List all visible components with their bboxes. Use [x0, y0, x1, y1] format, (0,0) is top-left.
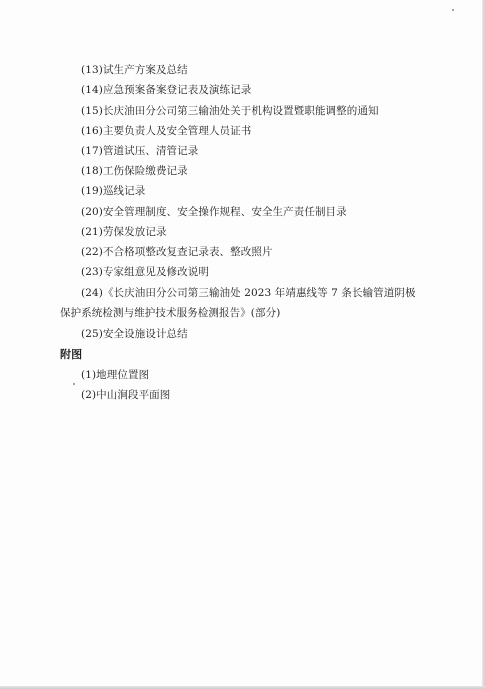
list-item-14: (14)应急预案备案登记表及演练记录 — [81, 84, 252, 96]
list-item-18: (18)工伤保险缴费记录 — [81, 165, 188, 177]
list-item-13: (13)试生产方案及总结 — [81, 64, 188, 76]
list-item-24-line1: (24)《长庆油田分公司第三输油处 2023 年靖惠线等 7 条长输管道阴极 — [81, 287, 416, 299]
list-item-23: (23)专家组意见及修改说明 — [81, 266, 209, 278]
list-item-16: (16)主要负责人及安全管理人员证书 — [81, 125, 252, 137]
list-item-20: (20)安全管理制度、安全操作规程、安全生产责任制目录 — [81, 206, 347, 218]
list-item-19: (19)巡线记录 — [81, 185, 146, 197]
list-item-17: (17)管道试压、清管记录 — [81, 145, 199, 157]
list-item-24-line2: 保护系统检测与维护技术服务检测报告》(部分) — [60, 307, 281, 319]
scan-speck — [452, 9, 454, 11]
list-item-25: (25)安全设施设计总结 — [81, 328, 188, 340]
list-item-15: (15)长庆油田分公司第三输油处关于机构设置暨职能调整的通知 — [81, 105, 379, 117]
appendix-item-2: (2)中山涧段平面图 — [81, 389, 171, 401]
appendix-item-1: (1)地理位置图 — [81, 369, 150, 381]
appendix-heading: 附图 — [60, 348, 83, 361]
scan-speck — [73, 383, 75, 385]
list-item-22: (22)不合格项整改复查记录表、整改照片 — [81, 246, 273, 258]
list-item-21: (21)劳保发放记录 — [81, 226, 167, 238]
